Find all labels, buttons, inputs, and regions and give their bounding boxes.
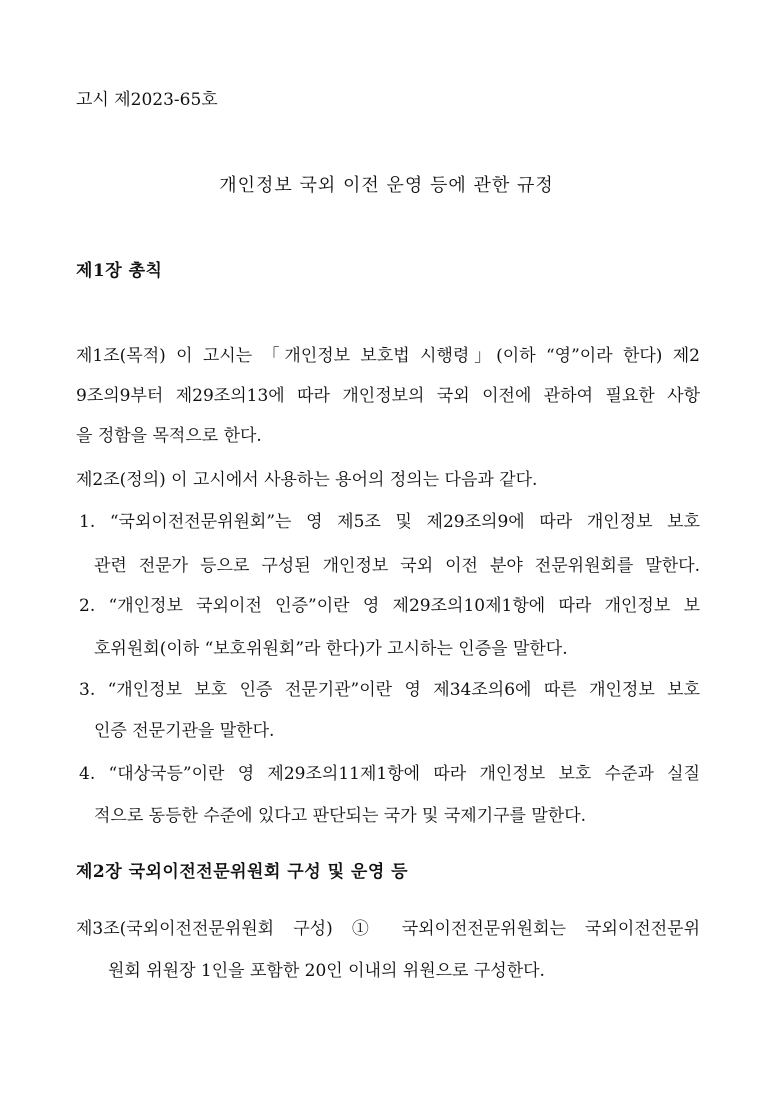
chapter-1-heading: 제1장 총칙	[76, 261, 163, 281]
definition-3-line-2: 인증 전문기관을 말한다.	[94, 721, 275, 741]
definition-1-line-2: 관련 전문가 등으로 구성된 개인정보 국외 이전 분야 전문위원회를 말한다.	[94, 556, 700, 576]
article-3-line-2: 원회 위원장 1인을 포함한 20인 이내의 위원으로 구성한다.	[108, 961, 545, 981]
notice-number: 고시 제2023-65호	[76, 90, 218, 110]
article-1-line-1: 제1조(목적) 이 고시는 「개인정보 보호법 시행령」(이하 “영”이라 한다) 제2	[76, 346, 700, 366]
definition-4-line-1: 4. “대상국등”이란 영 제29조의11제1항에 따라 개인정보 보호 수준과 실질	[79, 764, 700, 784]
definition-4-line-2: 적으로 동등한 수준에 있다고 판단되는 국가 및 국제기구를 말한다.	[94, 806, 587, 826]
article-3-line-1: 제3조(국외이전전문위원회 구성) ① 국외이전전문위원회는 국외이전전문위	[76, 919, 700, 939]
article-1-line-2: 9조의9부터 제29조의13에 따라 개인정보의 국외 이전에 관하여 필요한 사항	[76, 386, 700, 406]
definition-2-line-2: 호위원회(이하 “보호위원회”라 한다)가 고시하는 인증을 말한다.	[94, 639, 568, 659]
article-2-heading: 제2조(정의) 이 고시에서 사용하는 용어의 정의는 다음과 같다.	[76, 470, 538, 490]
article-1-line-3: 을 정함을 목적으로 한다.	[76, 426, 262, 446]
definition-2-line-1: 2. “개인정보 국외이전 인증”이란 영 제29조의10제1항에 따라 개인정보 보	[79, 596, 700, 616]
chapter-2-heading: 제2장 국외이전전문위원회 구성 및 운영 등	[76, 862, 409, 882]
definition-1-line-1: 1. “국외이전전문위원회”는 영 제5조 및 제29조의9에 따라 개인정보 보호	[79, 512, 700, 532]
definition-3-line-1: 3. “개인정보 보호 인증 전문기관”이란 영 제34조의6에 따른 개인정보 보호	[79, 680, 700, 700]
document-title: 개인정보 국외 이전 운영 등에 관한 규정	[219, 175, 554, 196]
